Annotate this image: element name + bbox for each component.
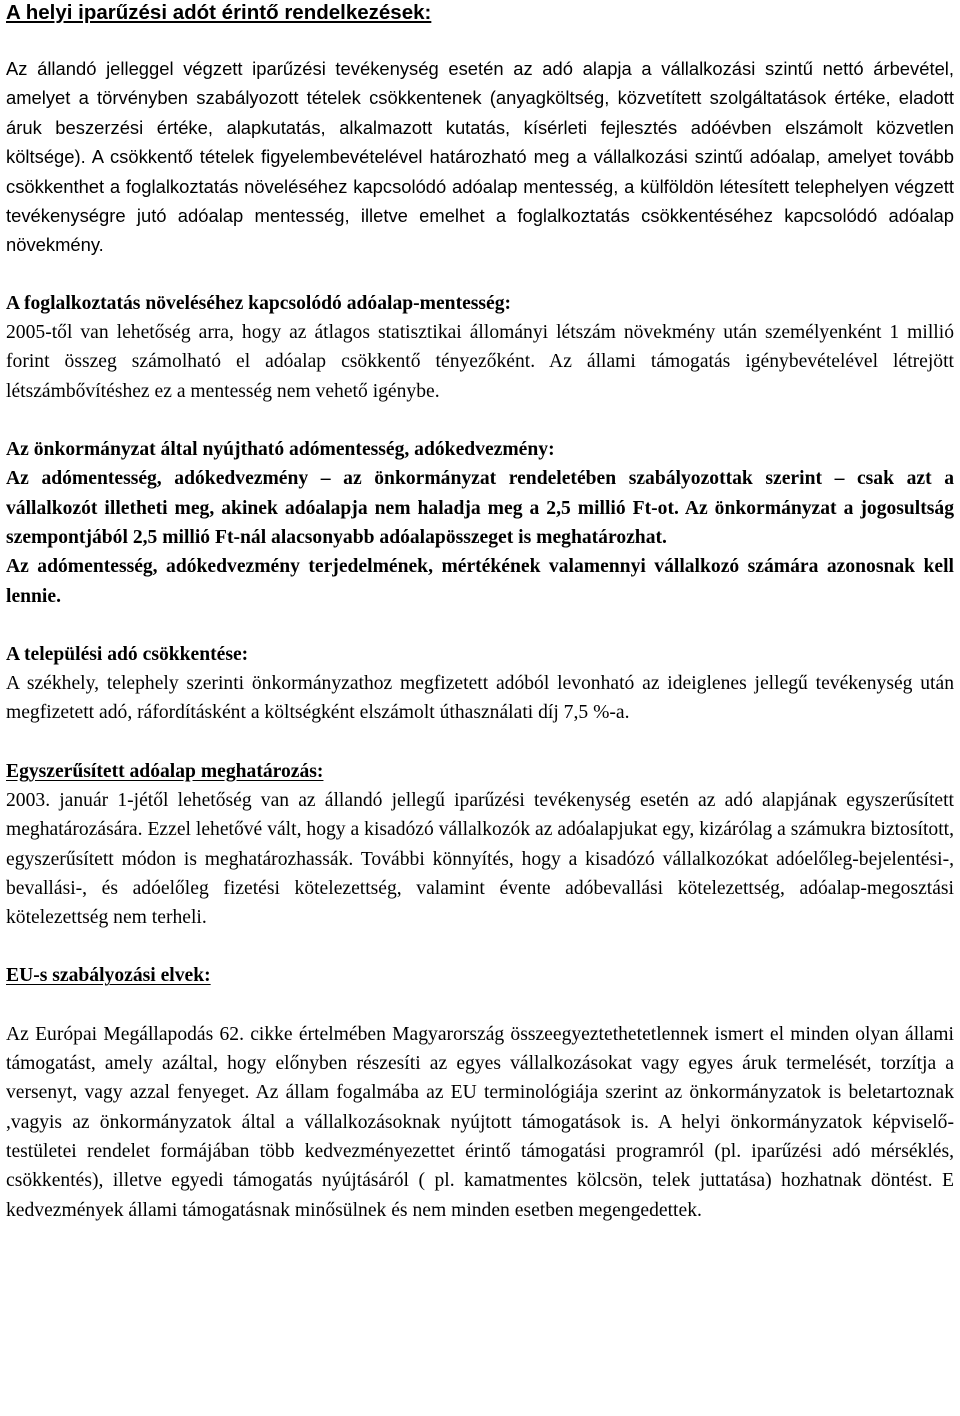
heading-foglalkoztatas: A foglalkoztatás növeléséhez kapcsolódó adóalap-mentesség:: [6, 292, 512, 314]
paragraph-iparuzesi: Az állandó jelleggel végzett iparűzési tevékenység esetén az adó alapja a vállalkozási szintű nettó árbevétel, amelyet a törvényben szabályozott tételek csökkentenek (anyagköltség, közvetített szolgáltatások értéke, eladott áruk beszerzési értéke, alapkutatás, alkalmazott kutatás, kísérleti fejlesztés adóévben elszámolt közvetlen költsége). A csökkentő tételek figyelembevételével határozható meg a vállalkozási szintű adóalap, amelyet tovább csökkenthet a foglalkoztatás növeléséhez kapcsolódó adóalap mentesség, a külföldön létesített telephelyen végzett tevékenységre jutó adóalap mentesség, illetve emelhet a foglalkoztatás csökkentéséhez kapcsolódó adóalap növekmény.: [6, 58, 954, 256]
section-foglalkoztatas: [6, 289, 954, 406]
paragraph-telepulesi: A székhely, telephely szerinti önkormányzathoz megfizetett adóból levonható az ideiglenes jellegű tevékenység után megfizetett adó, ráfordításként a költségként elszámolt úthasználati díj 7,5 %-a.: [6, 673, 954, 724]
paragraph-onkormanyzat-1: Az adómentesség, adókedvezmény – az önkormányzat rendeletében szabályozottak szerint – csak azt a vállalkozót illetheti meg, akinek adóalapja nem haladja meg a 2,5 millió Ft-ot. Az önkormányzat a jogosultság szempontjából 2,5 millió Ft-nál alacsonyabb adóalapösszeget is meghatározhat.: [6, 468, 954, 548]
paragraph-eu: Az Európai Megállapodás 62. cikke értelmében Magyarország összeegyeztethetetlennek ismert el minden olyan állami támogatást, amely azáltal, hogy előnyben részesíti az egyes vállalkozásokat vagy egyes áruk termelését, torzítja a versenyt, vagy azzal fenyeget. Az állam fogalmába az EU terminológiája szerint az önkormányzatok is beletartoznak ,vagyis az önkormányzatok által a vállalkozásoknak nyújtott támogatások is. A helyi önkormányzatok képviselő-testületei rendelet formájában több kedvezményezettet érintő támogatási programról (pl. iparűzési adó mérséklés, csökkentés), illetve egyedi támogatás nyújtásáról ( pl. kamatmentes kölcsön, telek juttatása) hozhatnak döntést. E kedvezmények állami támogatásnak minősülnek és nem minden esetben megengedettek.: [6, 1023, 954, 1221]
heading-onkormanyzat: Az önkormányzat által nyújtható adómentesség, adókedvezmény:: [6, 439, 555, 461]
heading-telepulesi: A települési adó csökkentése:: [6, 643, 249, 665]
heading-egyszerusitett: Egyszerűsített adóalap meghatározás:: [6, 760, 324, 782]
paragraph-egyszerusitett: 2003. január 1-jétől lehetőség van az állandó jellegű iparűzési tevékenység esetén az adó alapjának egyszerűsített meghatározására. Ezzel lehetővé vált, hogy a kisadózó vállalkozók az adóalapjukat egy, kizárólag a számukra biztosított, egyszerűsített módon is meghatározhassák. További könnyítés, hogy a kisadózó vállalkozókat adóelőleg-bejelentési-, bevallási-, és adóelőleg fizetési kötelezettség, valamint évente adóbevallási kötelezettség, adóalap-megosztási kötelezettség nem terheli.: [6, 790, 954, 929]
paragraph-onkormanyzat-2: Az adómentesség, adókedvezmény terjedelmének, mértékének valamennyi vállalkozó számára azonosnak kell lennie.: [6, 556, 954, 607]
paragraph-foglalkoztatas: 2005-től van lehetőség arra, hogy az átlagos statisztikai állományi létszám növekmény után személyenként 1 millió forint összeg számolható el adóalap csökkentő tényezőként. Az állami támogatás igénybevételével létrejött létszámbővítéshez ez a mentesség nem vehető igénybe.: [6, 322, 954, 402]
section-telepulesi: [6, 640, 954, 728]
heading-eu: EU-s szabályozási elvek:: [6, 965, 211, 987]
section-eu: [6, 961, 954, 1224]
section-egyszerusitett: [6, 757, 954, 933]
section-onkormanyzat: [6, 435, 954, 611]
heading-iparuzesi: A helyi iparűzési adót érintő rendelkezések:: [6, 1, 432, 24]
